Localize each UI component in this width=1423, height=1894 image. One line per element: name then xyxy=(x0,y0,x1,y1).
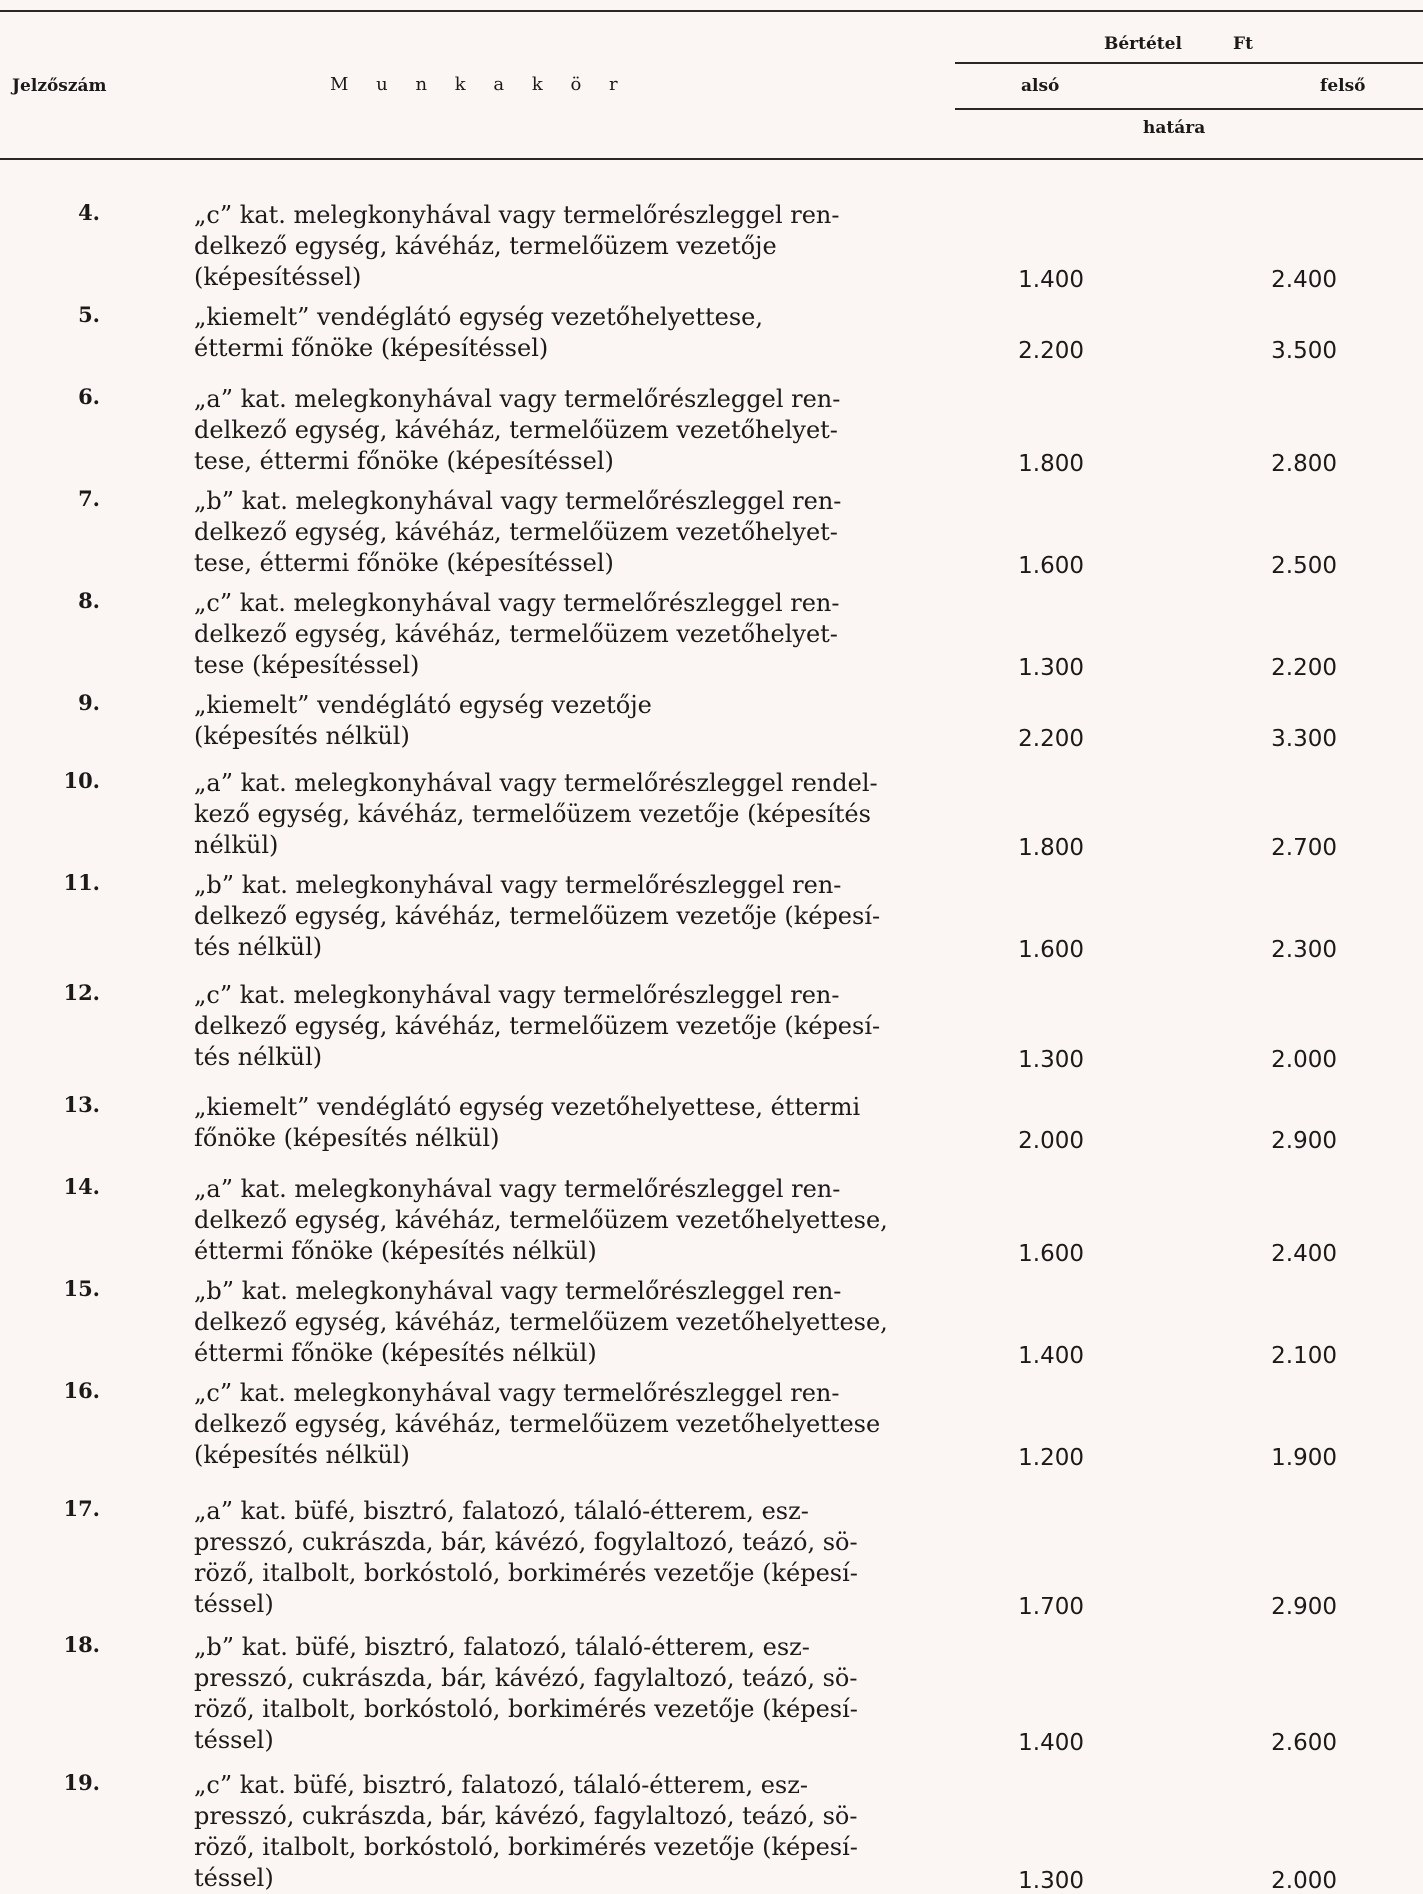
column-header-lower: alsó xyxy=(1021,76,1060,96)
job-title-line: „a” kat. büfé, bisztró, falatozó, tálaló-étterem, esz- xyxy=(194,1497,809,1525)
column-header-upper: felső xyxy=(1320,76,1366,96)
job-title-line: presszó, cukrászda, bár, kávézó, fogylaltozó, teázó, sö- xyxy=(194,1528,858,1556)
job-title-line: delkező egység, kávéház, termelőüzem vezetőhelyet- xyxy=(194,620,838,648)
header-bottom-rule xyxy=(0,158,1423,160)
table-row xyxy=(0,768,1423,861)
row-job-title xyxy=(194,1378,950,1471)
job-title-line: delkező egység, kávéház, termelőüzem vezetőhelyettese, xyxy=(194,1206,888,1234)
row-wage-lower: 1.300 xyxy=(1018,1047,1084,1073)
job-title-line: „kiemelt” vendéglátó egység vezetője xyxy=(194,691,652,719)
row-wage-lower: 1.800 xyxy=(1018,451,1084,477)
table-row xyxy=(0,1276,1423,1369)
row-wage-lower: 1.300 xyxy=(1018,655,1084,681)
job-title-line: éttermi főnöke (képesítéssel) xyxy=(194,334,549,362)
row-code: 9. xyxy=(78,690,100,715)
row-wage-upper: 2.000 xyxy=(1271,1047,1337,1073)
row-wage-upper: 3.300 xyxy=(1271,726,1337,752)
table-row xyxy=(0,486,1423,579)
row-code: 11. xyxy=(63,870,100,895)
row-wage-lower: 1.400 xyxy=(1018,1730,1084,1756)
job-title-line: delkező egység, kávéház, termelőüzem vezetője xyxy=(194,232,777,260)
row-wage-upper: 2.200 xyxy=(1271,655,1337,681)
row-code: 13. xyxy=(63,1092,100,1117)
job-title-line: „b” kat. melegkonyhával vagy termelőrészleggel ren- xyxy=(194,487,842,515)
row-code: 19. xyxy=(63,1770,100,1795)
table-row xyxy=(0,1174,1423,1267)
column-header-wage-group: Bértétel xyxy=(1104,34,1182,54)
row-wage-lower: 2.000 xyxy=(1018,1128,1084,1154)
job-title-line: delkező egység, kávéház, termelőüzem vezetőhelyettese xyxy=(194,1410,881,1438)
row-code: 15. xyxy=(63,1276,100,1301)
row-wage-upper: 2.900 xyxy=(1271,1128,1337,1154)
row-job-title xyxy=(194,200,950,293)
row-job-title xyxy=(194,1632,950,1756)
row-job-title xyxy=(194,302,950,364)
row-code: 17. xyxy=(63,1496,100,1521)
row-job-title xyxy=(194,1496,950,1620)
column-header-job: M u n k a k ö r xyxy=(330,74,629,95)
row-wage-upper: 2.500 xyxy=(1271,553,1337,579)
header-wage-rule xyxy=(955,62,1423,64)
row-code: 14. xyxy=(63,1174,100,1199)
job-title-line: „c” kat. büfé, bisztró, falatozó, tálaló-étterem, esz- xyxy=(194,1771,808,1799)
row-job-title xyxy=(194,870,950,963)
table-row xyxy=(0,1770,1423,1894)
column-header-limit: határa xyxy=(1143,118,1206,138)
table-row xyxy=(0,302,1423,364)
header-lower-upper-rule xyxy=(955,108,1423,110)
job-title-line: nélkül) xyxy=(194,831,279,859)
row-wage-upper: 2.900 xyxy=(1271,1594,1337,1620)
row-job-title xyxy=(194,1092,950,1154)
job-title-line: tés nélkül) xyxy=(194,933,323,961)
row-wage-lower: 1.800 xyxy=(1018,835,1084,861)
row-wage-upper: 2.000 xyxy=(1271,1868,1337,1894)
row-wage-upper: 2.100 xyxy=(1271,1343,1337,1369)
job-title-line: téssel) xyxy=(194,1726,274,1754)
row-wage-upper: 2.400 xyxy=(1271,1241,1337,1267)
row-job-title xyxy=(194,384,950,477)
job-title-line: téssel) xyxy=(194,1864,274,1892)
row-wage-upper: 2.700 xyxy=(1271,835,1337,861)
job-title-line: „b” kat. melegkonyhával vagy termelőrészleggel ren- xyxy=(194,1277,842,1305)
row-code: 16. xyxy=(63,1378,100,1403)
job-title-line: tés nélkül) xyxy=(194,1043,323,1071)
column-header-code: Jelzőszám xyxy=(12,76,107,96)
job-title-line: „a” kat. melegkonyhával vagy termelőrészleggel rendel- xyxy=(194,769,878,797)
table-row xyxy=(0,690,1423,752)
row-wage-lower: 1.400 xyxy=(1018,1343,1084,1369)
table-row xyxy=(0,980,1423,1073)
job-title-line: főnöke (képesítés nélkül) xyxy=(194,1124,500,1152)
job-title-line: éttermi főnöke (képesítés nélkül) xyxy=(194,1339,597,1367)
row-job-title xyxy=(194,980,950,1073)
row-code: 8. xyxy=(78,588,100,613)
job-title-line: „a” kat. melegkonyhával vagy termelőrészleggel ren- xyxy=(194,1175,841,1203)
job-title-line: éttermi főnöke (képesítés nélkül) xyxy=(194,1237,597,1265)
table-row xyxy=(0,870,1423,963)
row-job-title xyxy=(194,1174,950,1267)
job-title-line: delkező egység, kávéház, termelőüzem vezetője (képesí- xyxy=(194,902,881,930)
job-title-line: tese, éttermi főnöke (képesítéssel) xyxy=(194,549,614,577)
job-title-line: röző, italbolt, borkóstoló, borkimérés vezetője (képesí- xyxy=(194,1559,858,1587)
header-top-rule xyxy=(0,10,1423,12)
row-wage-lower: 1.300 xyxy=(1018,1868,1084,1894)
job-title-line: presszó, cukrászda, bár, kávézó, fagylaltozó, teázó, sö- xyxy=(194,1802,858,1830)
row-wage-upper: 2.800 xyxy=(1271,451,1337,477)
job-title-line: téssel) xyxy=(194,1590,274,1618)
job-title-line: delkező egység, kávéház, termelőüzem vezetőhelyettese, xyxy=(194,1308,888,1336)
row-wage-lower: 1.600 xyxy=(1018,553,1084,579)
table-row xyxy=(0,384,1423,477)
table-row xyxy=(0,1378,1423,1471)
row-code: 5. xyxy=(78,302,100,327)
job-title-line: röző, italbolt, borkóstoló, borkimérés vezetője (képesí- xyxy=(194,1833,858,1861)
job-title-line: presszó, cukrászda, bár, kávézó, fagylaltozó, teázó, sö- xyxy=(194,1664,858,1692)
row-wage-lower: 2.200 xyxy=(1018,338,1084,364)
table-row xyxy=(0,1632,1423,1756)
row-job-title xyxy=(194,1770,950,1894)
job-title-line: delkező egység, kávéház, termelőüzem vezetőhelyet- xyxy=(194,518,838,546)
row-wage-upper: 2.600 xyxy=(1271,1730,1337,1756)
job-title-line: „b” kat. melegkonyhával vagy termelőrészleggel ren- xyxy=(194,871,842,899)
row-code: 4. xyxy=(78,200,100,225)
job-title-line: (képesítés nélkül) xyxy=(194,1441,410,1469)
table-row xyxy=(0,588,1423,681)
row-wage-lower: 1.600 xyxy=(1018,1241,1084,1267)
job-title-line: „kiemelt” vendéglátó egység vezetőhelyettese, éttermi xyxy=(194,1093,861,1121)
row-wage-upper: 2.300 xyxy=(1271,937,1337,963)
row-job-title xyxy=(194,690,950,752)
row-wage-lower: 1.400 xyxy=(1018,267,1084,293)
row-wage-lower: 1.700 xyxy=(1018,1594,1084,1620)
table-row xyxy=(0,200,1423,293)
job-title-line: „a” kat. melegkonyhával vagy termelőrészleggel ren- xyxy=(194,385,841,413)
job-title-line: tese (képesítéssel) xyxy=(194,651,420,679)
row-code: 10. xyxy=(63,768,100,793)
job-title-line: tese, éttermi főnöke (képesítéssel) xyxy=(194,447,614,475)
job-title-line: „c” kat. melegkonyhával vagy termelőrészleggel ren- xyxy=(194,981,840,1009)
row-wage-lower: 1.600 xyxy=(1018,937,1084,963)
job-title-line: „c” kat. melegkonyhával vagy termelőrészleggel ren- xyxy=(194,201,840,229)
row-code: 7. xyxy=(78,486,100,511)
row-wage-upper: 2.400 xyxy=(1271,267,1337,293)
row-job-title xyxy=(194,588,950,681)
job-title-line: „b” kat. büfé, bisztró, falatozó, tálaló-étterem, esz- xyxy=(194,1633,810,1661)
job-title-line: röző, italbolt, borkóstoló, borkimérés vezetője (képesí- xyxy=(194,1695,858,1723)
row-wage-lower: 1.200 xyxy=(1018,1445,1084,1471)
row-code: 12. xyxy=(63,980,100,1005)
row-job-title xyxy=(194,768,950,861)
job-title-line: „kiemelt” vendéglátó egység vezetőhelyettese, xyxy=(194,303,763,331)
job-title-line: „c” kat. melegkonyhával vagy termelőrészleggel ren- xyxy=(194,589,840,617)
job-title-line: delkező egység, kávéház, termelőüzem vezetőhelyet- xyxy=(194,416,838,444)
row-code: 18. xyxy=(63,1632,100,1657)
job-title-line: kező egység, kávéház, termelőüzem vezetője (képesítés xyxy=(194,800,871,828)
job-title-line: (képesítéssel) xyxy=(194,263,362,291)
table-row xyxy=(0,1496,1423,1620)
job-title-line: (képesítés nélkül) xyxy=(194,722,410,750)
column-header-currency: Ft xyxy=(1233,34,1253,54)
job-title-line: „c” kat. melegkonyhával vagy termelőrészleggel ren- xyxy=(194,1379,840,1407)
row-code: 6. xyxy=(78,384,100,409)
row-wage-upper: 3.500 xyxy=(1271,338,1337,364)
job-title-line: delkező egység, kávéház, termelőüzem vezetője (képesí- xyxy=(194,1012,881,1040)
row-job-title xyxy=(194,486,950,579)
row-wage-lower: 2.200 xyxy=(1018,726,1084,752)
table-row xyxy=(0,1092,1423,1154)
row-job-title xyxy=(194,1276,950,1369)
row-wage-upper: 1.900 xyxy=(1271,1445,1337,1471)
